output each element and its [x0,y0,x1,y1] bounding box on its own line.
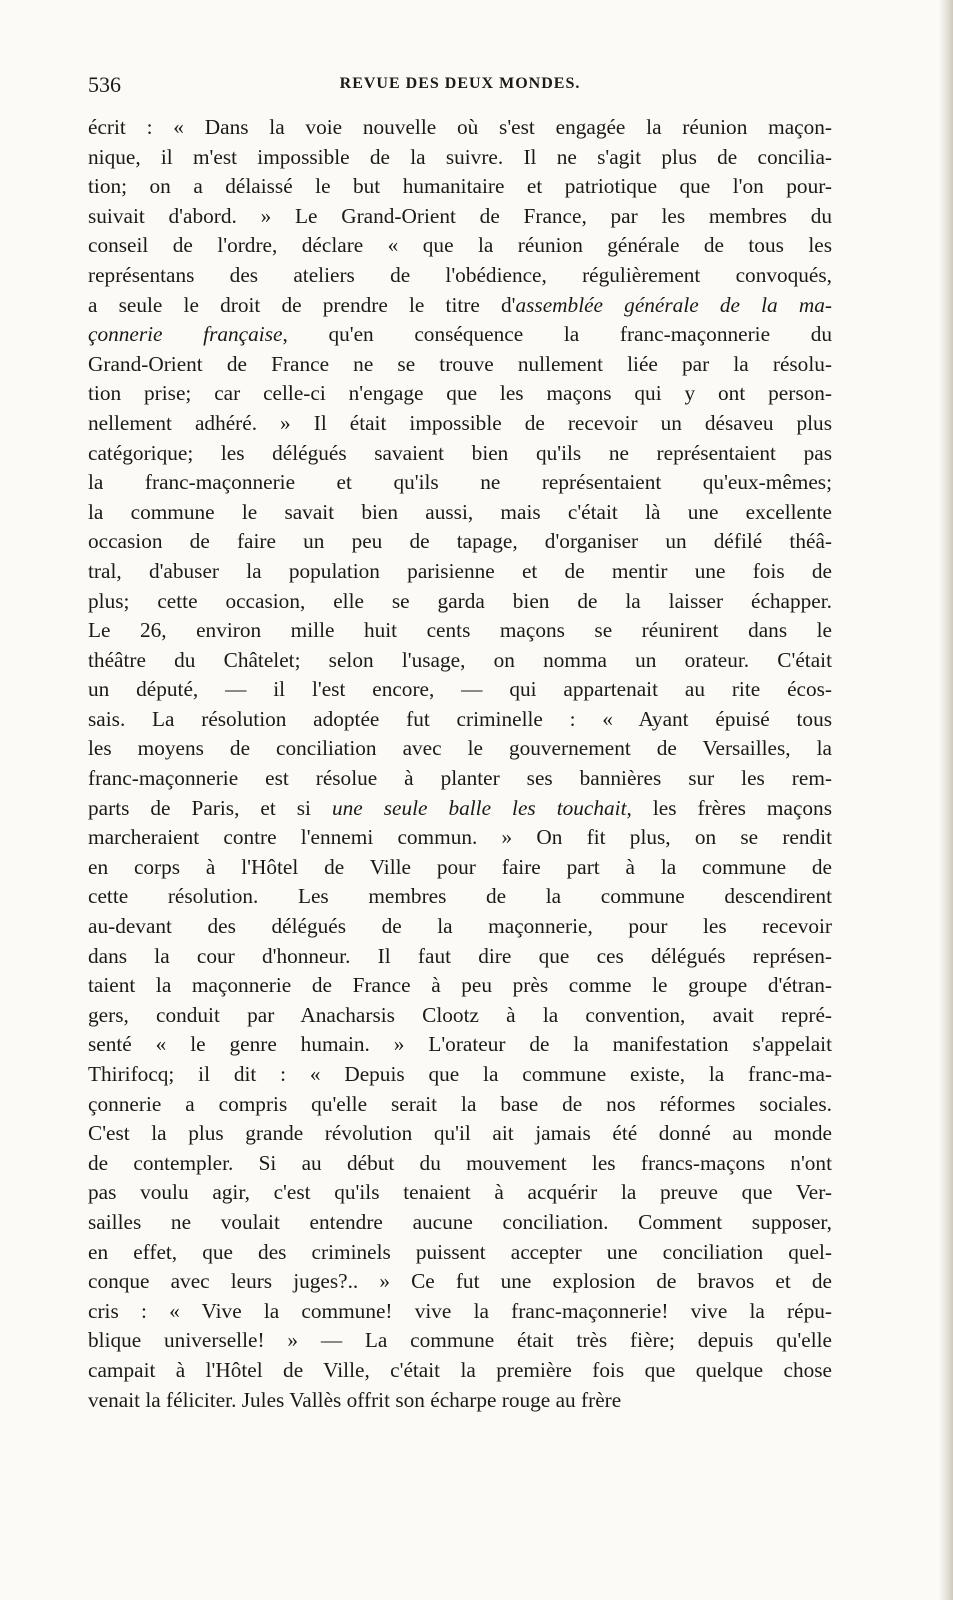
text-line: Grand-Orient de France ne se trouve nullement liée par la résolu- [88,351,832,376]
text-line: sais. La résolution adoptée fut criminelle : « Ayant épuisé tous [88,706,832,731]
text-line: pas voulu agir, c'est qu'ils tenaient à acquérir la preuve que Ver- [88,1180,832,1205]
text-line: cris : « Vive la commune! vive la franc-maçonnerie! vive la répu- [88,1298,832,1323]
text-line: conseil de l'ordre, déclare « que la réunion générale de tous les [88,233,832,258]
text-line: la franc-maçonnerie et qu'ils ne représentaient qu'eux-mêmes; [88,470,832,495]
text-line: en corps à l'Hôtel de Ville pour faire part à la commune de [88,854,832,879]
text-line: çonnerie a compris qu'elle serait la base de nos réformes sociales. [88,1091,832,1116]
text-line: représentans des ateliers de l'obédience, régulièrement convoqués, [88,262,832,287]
text-line: gers, conduit par Anacharsis Clootz à la convention, avait repré- [88,1002,832,1027]
text-line: senté « le genre humain. » L'orateur de la manifestation s'appelait [88,1032,832,1057]
text-line: Thirifocq; il dit : « Depuis que la commune existe, la franc-ma- [88,1062,832,1086]
text-line: tion prise; car celle-ci n'engage que les maçons qui y ont person- [88,381,832,406]
text-line: suivait d'abord. » Le Grand-Orient de France, par les membres du [88,203,832,228]
body-text [88,113,832,1415]
text-line: a seule le droit de prendre le titre d'assemblée générale de la ma- [88,292,832,317]
page-edge-shadow [939,0,953,1600]
text-line: écrit : « Dans la voie nouvelle où s'est engagée la réunion maçon- [88,115,832,139]
page-number: 536 [88,72,121,97]
text-line: un député, — il l'est encore, — qui appartenait au rite écos- [88,677,832,702]
italic-run: une seule balle les touchait [331,795,627,820]
running-title: REVUE DES DEUX MONDES. [339,75,581,92]
text-line: nique, il m'est impossible de la suivre. Il ne s'agit plus de concilia- [88,144,832,169]
text-line: taient la maçonnerie de France à peu près comme le groupe d'étran- [88,973,832,998]
text-line: conque avec leurs juges?.. » Ce fut une explosion de bravos et de [88,1269,832,1294]
text-line: plus; cette occasion, elle se garda bien de la laisser échapper. [88,588,832,613]
text-line: au-devant des délégués de la maçonnerie, pour les recevoir [88,914,832,939]
text-line: de contempler. Si au début du mouvement les francs-maçons n'ont [88,1150,832,1175]
text-line: nellement adhéré. » Il était impossible de recevoir un désaveu plus [88,410,832,435]
text-line: tral, d'abuser la population parisienne et de mentir une fois de [88,558,832,583]
running-header [88,72,832,98]
text-line: tion; on a délaissé le but humanitaire et patriotique que l'on pour- [88,174,832,199]
text-line: sailles ne voulait entendre aucune conciliation. Comment supposer, [88,1209,832,1234]
text-line: marcheraient contre l'ennemi commun. » On fit plus, on se rendit [88,825,832,850]
italic-run: assemblée générale de la ma- [515,292,832,317]
text-line: théâtre du Châtelet; selon l'usage, on nomma un orateur. C'était [88,647,832,672]
text-line: blique universelle! » — La commune était très fière; depuis qu'elle [88,1328,832,1353]
text-line: occasion de faire un peu de tapage, d'organiser un défilé théâ- [88,529,832,554]
italic-run: çonnerie française [88,322,283,347]
text-line: dans la cour d'honneur. Il faut dire que ces délégués représen- [88,943,832,968]
text-line: catégorique; les délégués savaient bien qu'ils ne représentaient pas [88,440,832,465]
text-line: C'est la plus grande révolution qu'il ait jamais été donné au monde [88,1121,832,1146]
text-line: Le 26, environ mille huit cents maçons se réunirent dans le [88,618,832,643]
text-line: parts de Paris, et si une seule balle les touchait, les frères maçons [88,795,832,820]
text-line: çonnerie française, qu'en conséquence la franc-maçonnerie du [88,322,832,347]
text-line: campait à l'Hôtel de Ville, c'était la première fois que quelque chose [88,1357,832,1382]
text-line: venait la féliciter. Jules Vallès offrit son écharpe rouge au frère [88,1387,622,1412]
text-line: les moyens de conciliation avec le gouvernement de Versailles, la [88,736,832,761]
text-line: franc-maçonnerie est résolue à planter ses bannières sur les rem- [88,766,832,791]
text-line: la commune le savait bien aussi, mais c'était là une excellente [88,499,832,524]
text-line: en effet, que des criminels puissent accepter une conciliation quel- [88,1239,832,1264]
text-line: cette résolution. Les membres de la commune descendirent [88,884,832,909]
